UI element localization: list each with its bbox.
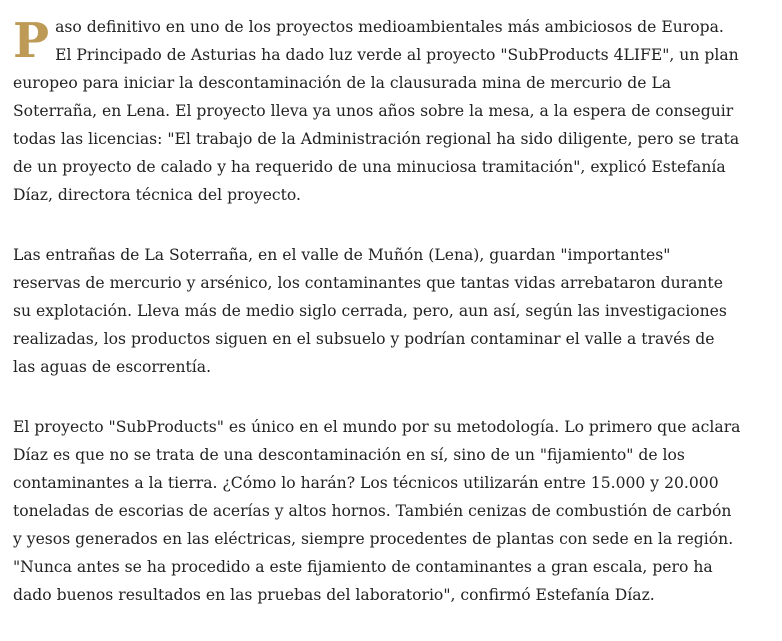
- paragraph-2: Las entrañas de La Soterraña, en el valle de Muñón (Lena), guardan "importantes" reservas de mercurio y arsénico, los contaminantes que tantas vidas arrebataron durante su explotación. Lleva más de medio siglo cerrada, pero, aun así, según las investigaciones realizadas, los productos siguen en el subsuelo y podrían contaminar el valle a través de las aguas de escorrentía.: [13, 246, 727, 376]
- paragraph-1-text: aso definitivo en uno de los proyectos medioambientales más ambiciosos de Europa. El Principado de Asturias ha dado luz verde al proyecto "SubProducts 4LIFE", un plan europeo para iniciar la descontaminación de la clausurada mina de mercurio de La Soterraña, en Lena. El proyecto lleva ya unos años sobre la mesa, a la espera de conseguir todas las licencias: "El trabajo de la Administración regional ha sido diligente, pero se trata de un proyecto de calado y ha requerido de una minuciosa tramitación", explicó Estefanía Díaz, directora técnica del proyecto.: [13, 18, 740, 204]
- drop-cap: P: [13, 13, 50, 69]
- article-body: [13, 13, 741, 641]
- paragraph-3: El proyecto "SubProducts" es único en el mundo por su metodología. Lo primero que aclara Díaz es que no se trata de una descontaminación en sí, sino de un "fijamiento" de los contaminantes a la tierra. ¿Cómo lo harán? Los técnicos utilizarán entre 15.000 y 20.000 toneladas de escorias de acerías y altos hornos. También cenizas de combustión de carbón y yesos generados en las eléctricas, siempre procedentes de plantas con sede en la región. "Nunca antes se ha procedido a este fijamiento de contaminantes a gran escala, pero ha dado buenos resultados en las pruebas del laboratorio", confirmó Estefanía Díaz.: [13, 418, 741, 604]
- paragraph-1: [13, 13, 741, 209]
